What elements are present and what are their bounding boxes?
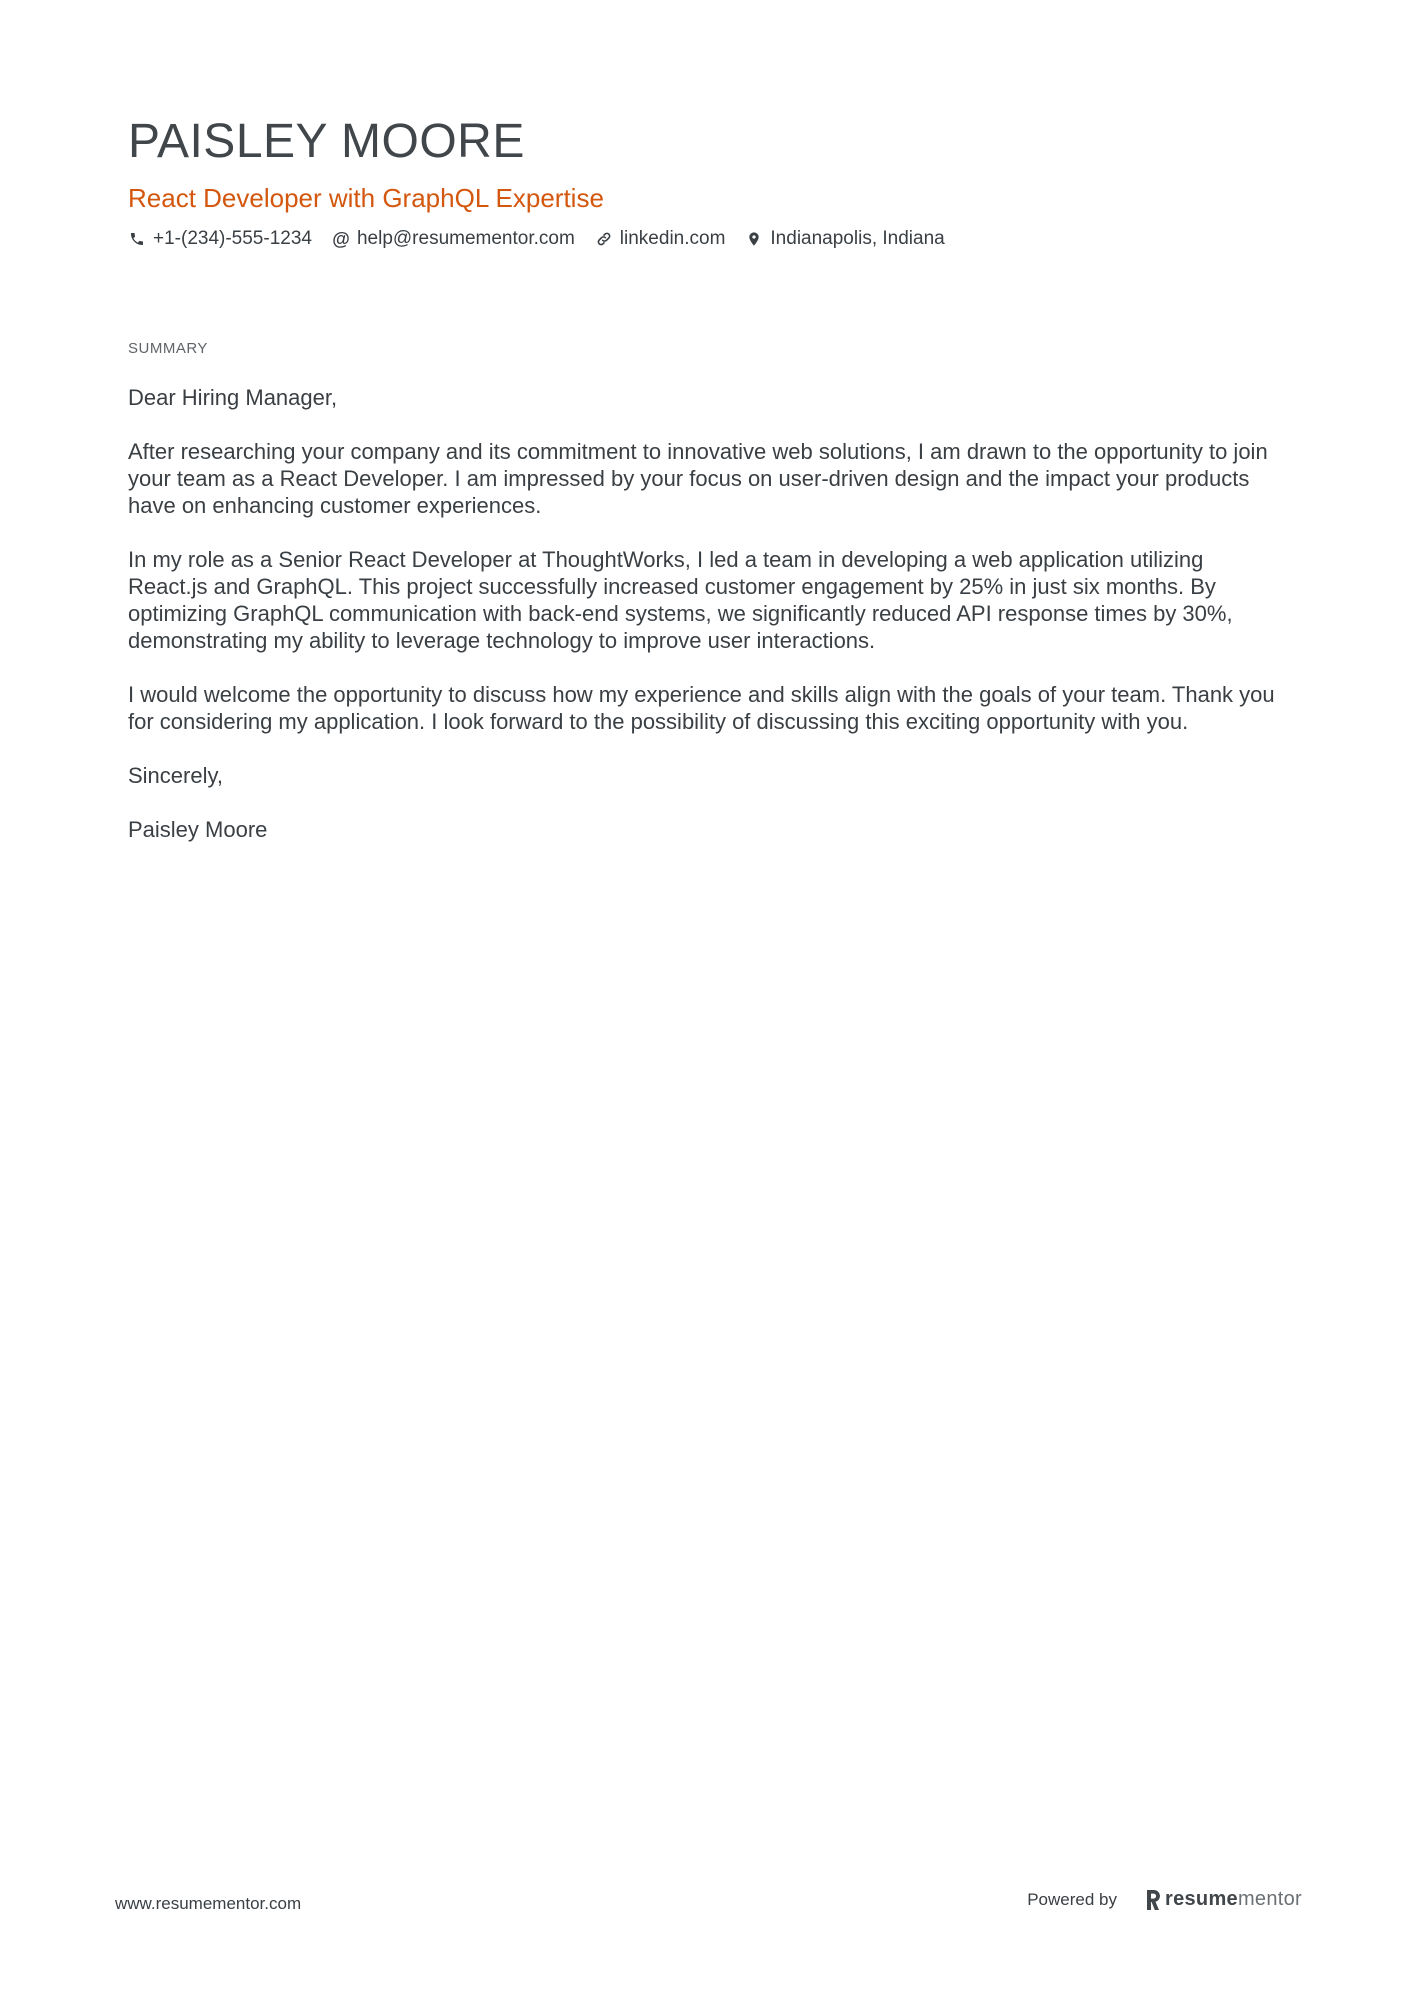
letter-body <box>128 384 1288 870</box>
email-text[interactable]: help@resumementor.com <box>356 228 575 249</box>
paragraph-3: I would welcome the opportunity to discuss how my experience and skills align with the goals of your team. Thank you for considering my application. I look forward to the possibility of discussing this exciting opportunity with you. <box>128 682 1275 734</box>
candidate-name: PAISLEY MOORE <box>128 115 525 168</box>
greeting: Dear Hiring Manager, <box>128 385 338 410</box>
phone-text: +1-(234)-555-1234 <box>153 228 312 249</box>
link-icon <box>595 230 613 248</box>
contact-website[interactable] <box>595 226 726 252</box>
logo-wordmark-bold: resume <box>1165 1888 1238 1910</box>
signature: Paisley Moore <box>128 817 268 842</box>
contact-phone <box>128 226 312 252</box>
closing: Sincerely, <box>128 763 223 788</box>
contact-location <box>745 226 944 252</box>
footer-website[interactable]: www.resumementor.com <box>115 1894 302 1913</box>
contact-email[interactable] <box>332 226 575 252</box>
paragraph-1: After researching your company and its commitment to innovative web solutions, I am drawn to the opportunity to join your team as a React Developer. I am impressed by your focus on user-driven design and the impact your products have on enhancing customer experiences. <box>128 439 1268 518</box>
section-heading-summary: SUMMARY <box>128 340 208 357</box>
header <box>128 112 1288 252</box>
paragraph-2: In my role as a Senior React Developer at ThoughtWorks, I led a team in developing a web application utilizing React.js and GraphQL. This project successfully increased customer engagement by 25% in just six months. By optimizing GraphQL communication with back-end systems, we significantly reduced API response times by 30%, demonstrating my ability to leverage technology to improve user interactions. <box>128 547 1233 653</box>
website-text[interactable]: linkedin.com <box>619 228 726 249</box>
job-title: React Developer with GraphQL Expertise <box>128 183 604 213</box>
phone-icon <box>128 230 146 248</box>
contact-bar <box>128 226 1288 252</box>
resumementor-logo-icon <box>1145 1889 1161 1911</box>
powered-by-label: Powered by <box>1027 1889 1117 1909</box>
location-pin-icon <box>745 230 763 248</box>
resumementor-logo[interactable] <box>1145 1888 1302 1911</box>
logo-wordmark <box>1165 1888 1302 1911</box>
at-icon: @ <box>332 229 350 249</box>
footer-branding <box>1027 1888 1302 1911</box>
location-text: Indianapolis, Indiana <box>770 228 945 249</box>
logo-wordmark-light: mentor <box>1237 1888 1302 1910</box>
